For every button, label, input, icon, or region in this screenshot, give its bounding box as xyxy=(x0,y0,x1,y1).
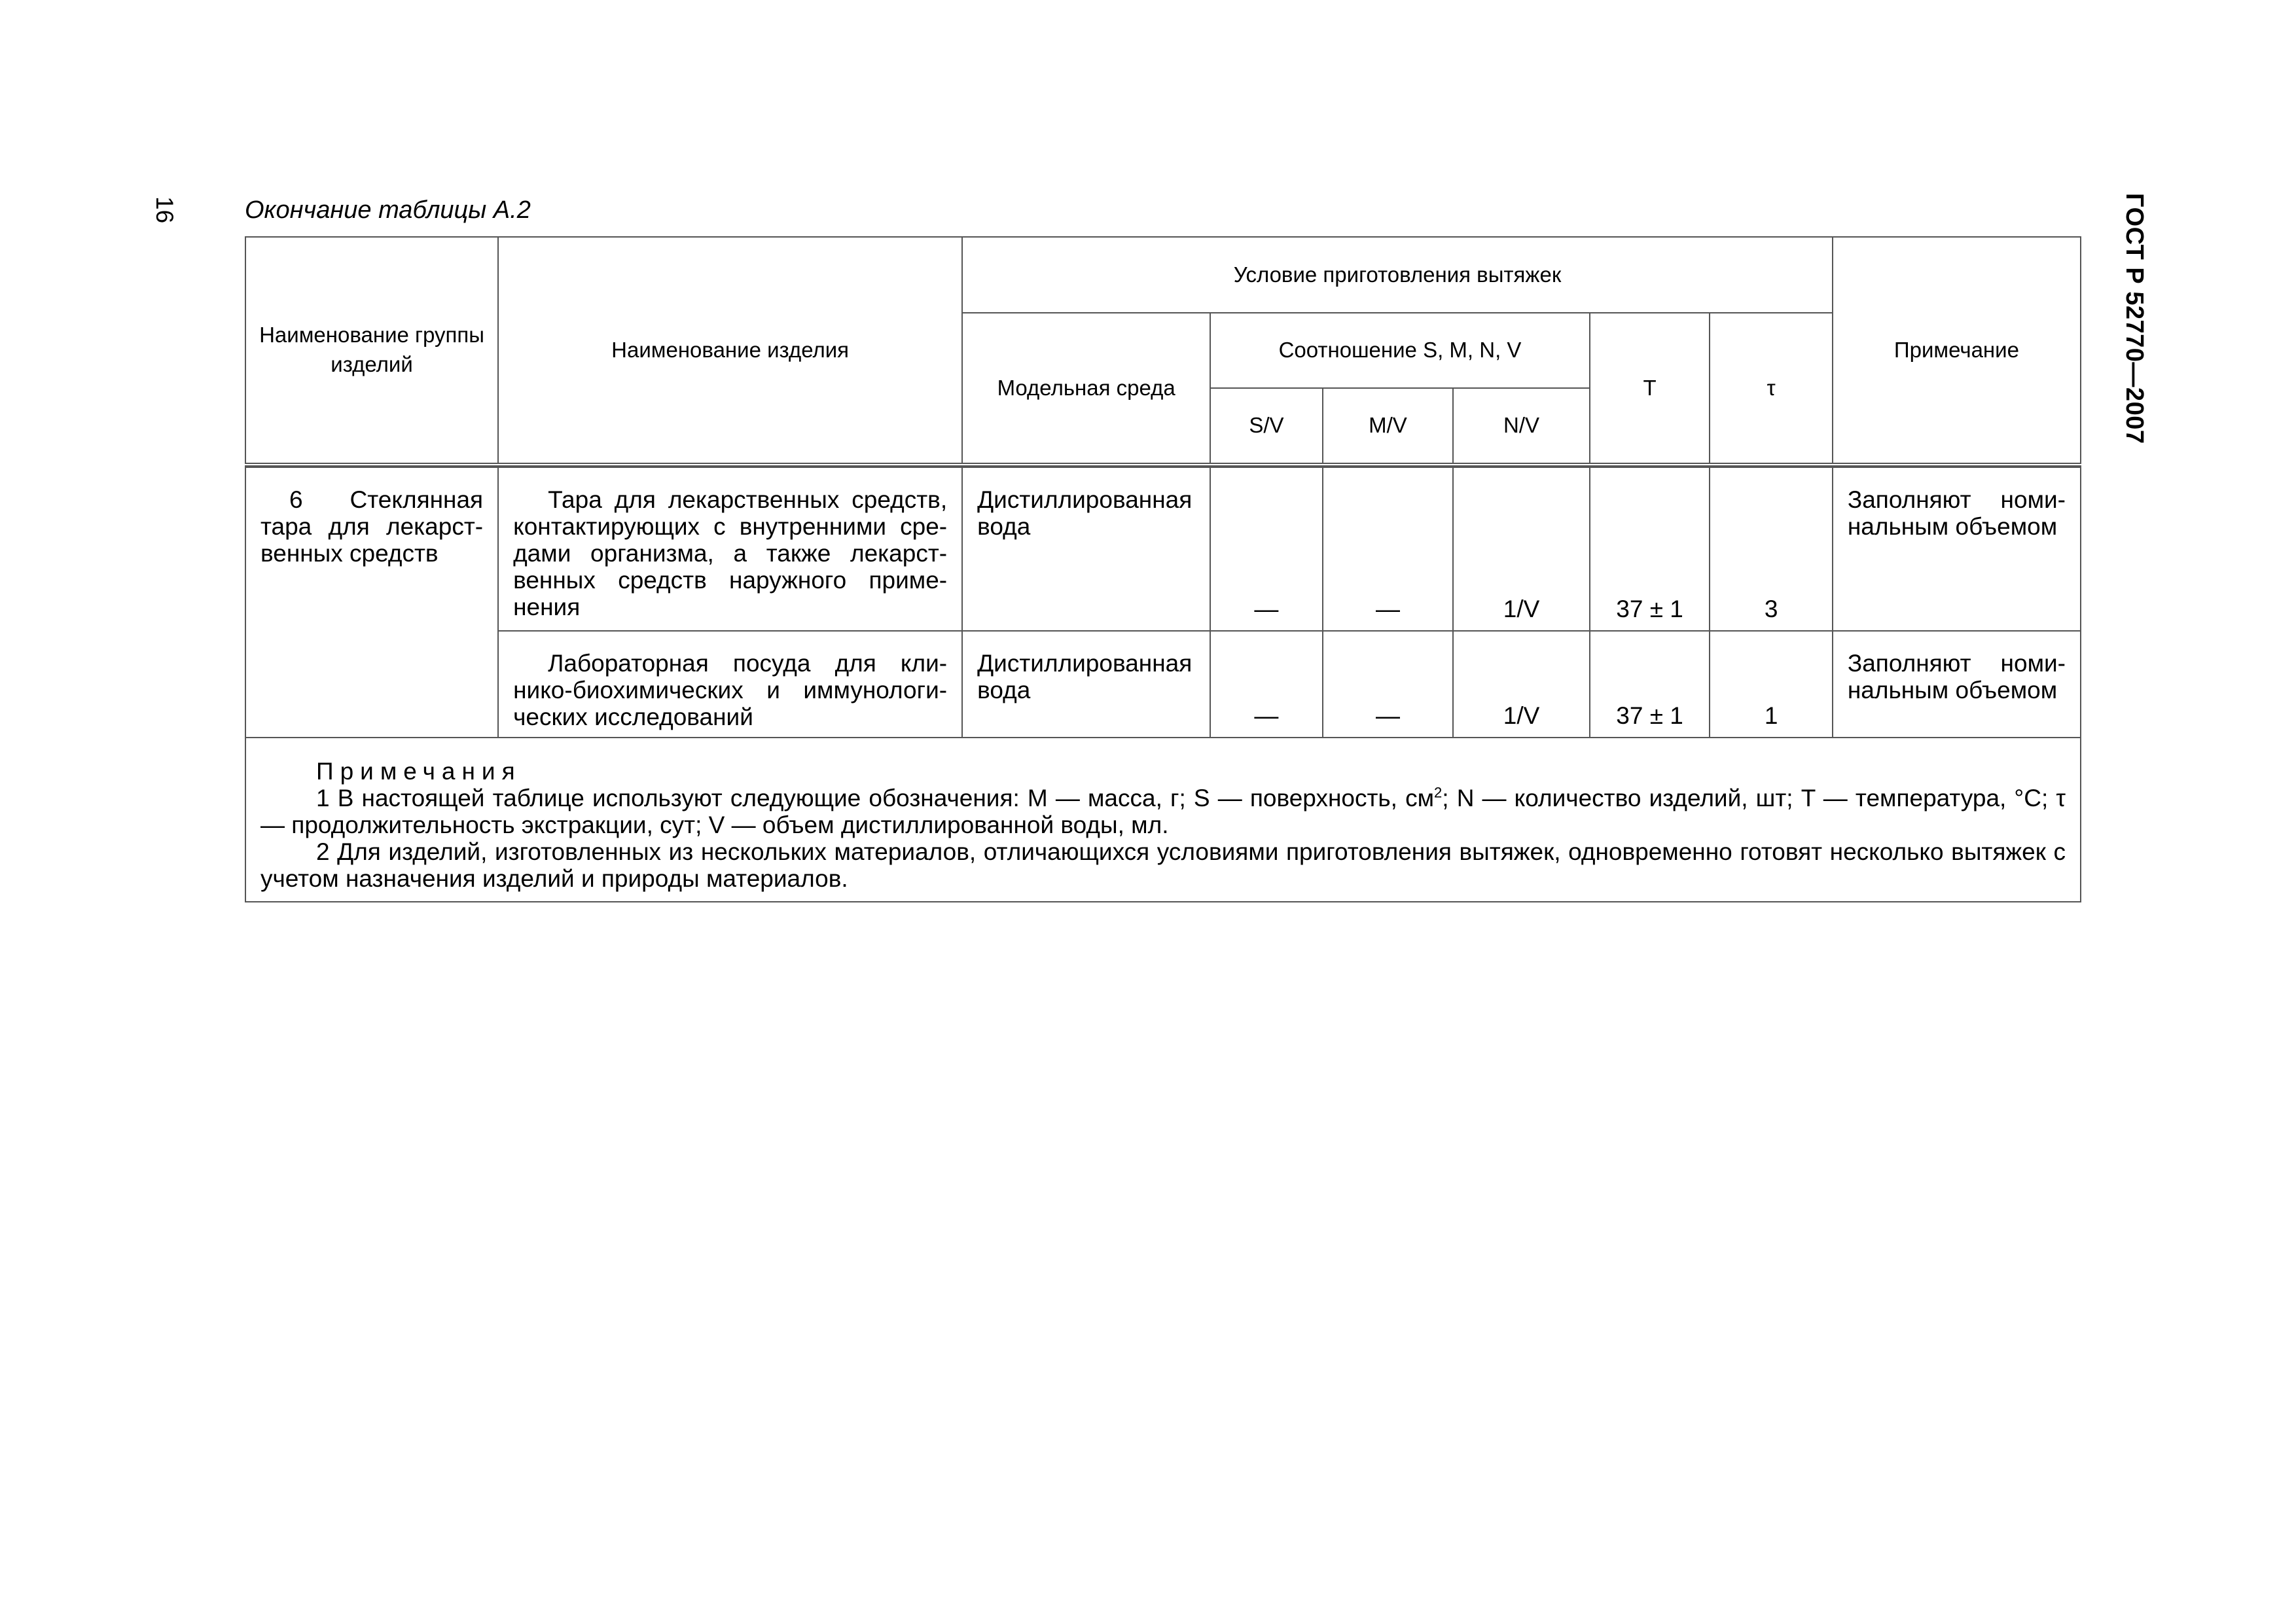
group-name-cell: 6 Стеклянная тара для лекарст-венных средств xyxy=(245,467,498,738)
header-mv: M/V xyxy=(1323,388,1454,465)
note-1-text-continued: ; N — количество изделий, шт; T — температура, °С; τ — продолжительность экстракции, сут; V — объем дистиллированной воды, мл. xyxy=(260,785,2066,838)
note-cell: Заполняют номи-нальным объемом xyxy=(1833,467,2081,631)
nv-cell: 1/V xyxy=(1453,631,1590,738)
table-caption: Окончание таблицы А.2 xyxy=(245,196,531,224)
note-2: 2 Для изделий, изготовленных из нескольких материалов, отличающихся условиями приготовления вытяжек, одновременно готовят несколько вытяжек с учетом назначения изделий и природы материалов. xyxy=(260,838,2066,892)
temperature-cell: 37 ± 1 xyxy=(1590,467,1710,631)
header-item-name: Наименование изделия xyxy=(498,237,962,465)
header-duration: τ xyxy=(1710,313,1833,465)
medium-cell: Дистиллированная вода xyxy=(962,467,1210,631)
notes-title: Примечания xyxy=(316,758,522,785)
note-1-text: 1 В настоящей таблице используют следующие обозначения: M — масса, г; S — поверхность, см xyxy=(316,785,1435,812)
table-row xyxy=(245,631,2081,738)
duration-cell: 1 xyxy=(1710,631,1833,738)
table-row xyxy=(245,467,2081,631)
standard-code: ГОСТ Р 52770—2007 xyxy=(2121,193,2148,444)
header-group-name: Наименование группы изделий xyxy=(245,237,498,465)
temperature-cell: 37 ± 1 xyxy=(1590,631,1710,738)
item-name-cell: Лабораторная посуда для кли-нико-биохимических и иммунологи-ческих исследований xyxy=(498,631,962,738)
duration-cell: 3 xyxy=(1710,467,1833,631)
notes-block xyxy=(245,738,2081,902)
sv-cell: — xyxy=(1210,467,1322,631)
item-name-cell: Тара для лекарственных средств, контактирующих с внутренними сре-дами организма, а также лекарст-венных средств наружного приме-нения xyxy=(498,467,962,631)
header-sv: S/V xyxy=(1210,388,1322,465)
note-1-superscript: 2 xyxy=(1434,784,1443,801)
header-conditions: Условие приготовления вытяжек xyxy=(962,237,1833,313)
sv-cell: — xyxy=(1210,631,1322,738)
header-temperature: T xyxy=(1590,313,1710,465)
header-medium: Модельная среда xyxy=(962,313,1210,465)
mv-cell: — xyxy=(1323,631,1454,738)
header-nv: N/V xyxy=(1453,388,1590,465)
nv-cell: 1/V xyxy=(1453,467,1590,631)
mv-cell: — xyxy=(1323,467,1454,631)
note-cell: Заполняют номи-нальным объемом xyxy=(1833,631,2081,738)
note-1 xyxy=(260,785,2066,838)
header-note: Примечание xyxy=(1833,237,2081,465)
medium-cell: Дистиллированная вода xyxy=(962,631,1210,738)
header-ratio: Соотношение S, M, N, V xyxy=(1210,313,1590,388)
extraction-conditions-table xyxy=(245,236,2081,902)
page-number: 16 xyxy=(151,196,178,224)
